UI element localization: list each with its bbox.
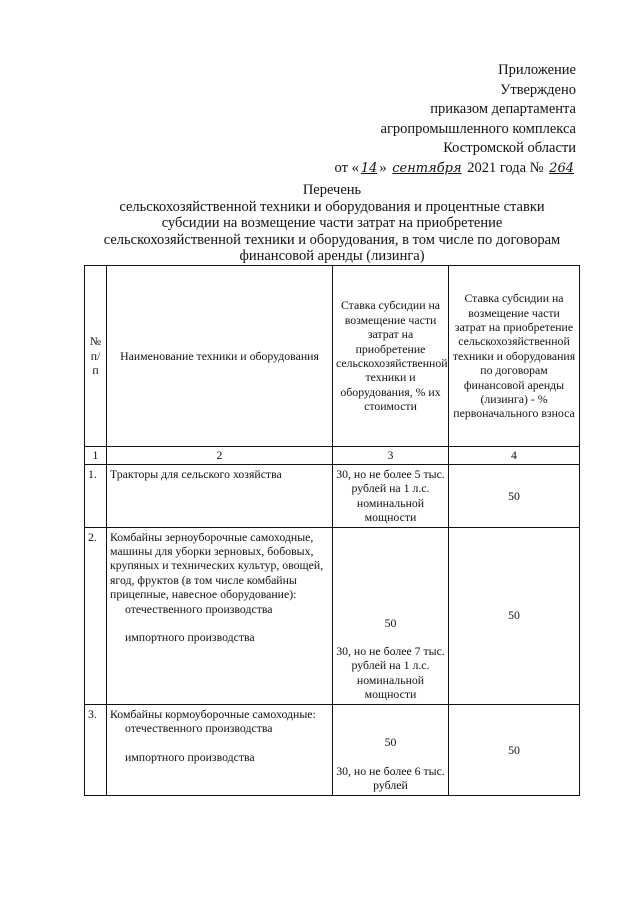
approval-block [335, 61, 576, 178]
column-number: 2 [107, 447, 333, 465]
row-name: Комбайны кормоуборочные самоходные: [110, 706, 316, 721]
row-name-cell [107, 704, 333, 795]
column-number-row [85, 447, 580, 465]
order-number-handwritten: 264 [549, 160, 574, 176]
title-line-1: Перечень [302, 182, 362, 198]
title-line-3: субсидии на возмещение части затрат на приобретение [161, 215, 503, 232]
column-number: 1 [85, 447, 107, 465]
equipment-table [84, 265, 580, 796]
table-row [85, 527, 580, 704]
row-lease-rate: 50 [449, 465, 580, 528]
table-header-row [85, 266, 580, 447]
row-rate-cell [333, 704, 449, 795]
table-row [85, 704, 580, 795]
row-rate: 30, но не более 5 тыс. рублей на 1 л.с. номинальной мощности [333, 465, 449, 528]
subrow-name-domestic: отечественного производства [125, 601, 273, 616]
title-line-5: финансовой аренды (лизинга) [239, 248, 425, 265]
date-year-text: 2021 года № [467, 159, 544, 176]
column-number: 3 [333, 447, 449, 465]
title-line-4: сельскохозяйственной техники и оборудования, в том числе по договорам [103, 231, 561, 248]
header-rate: Ставка субсидии на возмещение части затрат на приобретение сельскохозяйственной техники и оборудования, % их стоимости [333, 266, 449, 447]
row-lease-rate: 50 [449, 704, 580, 795]
approval-date-line [335, 159, 576, 179]
header-number: № п/п [85, 266, 107, 447]
subrow-rate-domestic: 50 [384, 615, 397, 630]
approval-line-1: Приложение [498, 62, 576, 78]
subrow-rate-import: 30, но не более 6 тыс. рублей [336, 764, 445, 793]
row-rate-cell [333, 527, 449, 704]
subrow-name-import: импортного производства [125, 630, 255, 645]
column-number: 4 [449, 447, 580, 465]
date-prefix: от « [334, 159, 359, 176]
subrow-rate-domestic: 50 [384, 734, 397, 749]
date-month-handwritten: сентября [392, 160, 462, 176]
subrow-name-domestic: отечественного производства [125, 721, 273, 736]
row-number: 3. [85, 704, 107, 795]
document-title [82, 182, 582, 265]
approval-line-5: Костромской области [443, 140, 576, 156]
row-number: 2. [85, 527, 107, 704]
header-lease-rate: Ставка субсидии на возмещение части затрат на приобретение сельскохозяйственной техники и оборудования по договорам финансовой аренды (лизинга) - % первоначального взноса [449, 266, 580, 447]
table-row [85, 465, 580, 528]
row-name: Тракторы для сельского хозяйства [107, 465, 333, 528]
subrow-rate-import: 30, но не более 7 тыс. рублей на 1 л.с. номинальной мощности [336, 644, 445, 702]
approval-line-4: агропромышленного комплекса [380, 120, 576, 137]
row-lease-rate: 50 [449, 527, 580, 704]
title-line-2: сельскохозяйственной техники и оборудования и процентные ставки [119, 198, 545, 215]
approval-line-3: приказом департамента [430, 101, 576, 117]
approval-line-2: Утверждено [500, 81, 576, 98]
row-name-cell [107, 527, 333, 704]
row-name: Комбайны зерноуборочные самоходные, машины для уборки зерновых, бобовых, крупяных и технических культур, овощей, ягод, фруктов (в том числе комбайны прицепные, навесное оборудование): [110, 529, 324, 602]
date-mid: » [379, 159, 387, 176]
row-number: 1. [85, 465, 107, 528]
date-day-handwritten: 14 [360, 160, 378, 176]
subrow-name-import: импортного производства [125, 750, 255, 765]
header-name: Наименование техники и оборудования [107, 266, 333, 447]
